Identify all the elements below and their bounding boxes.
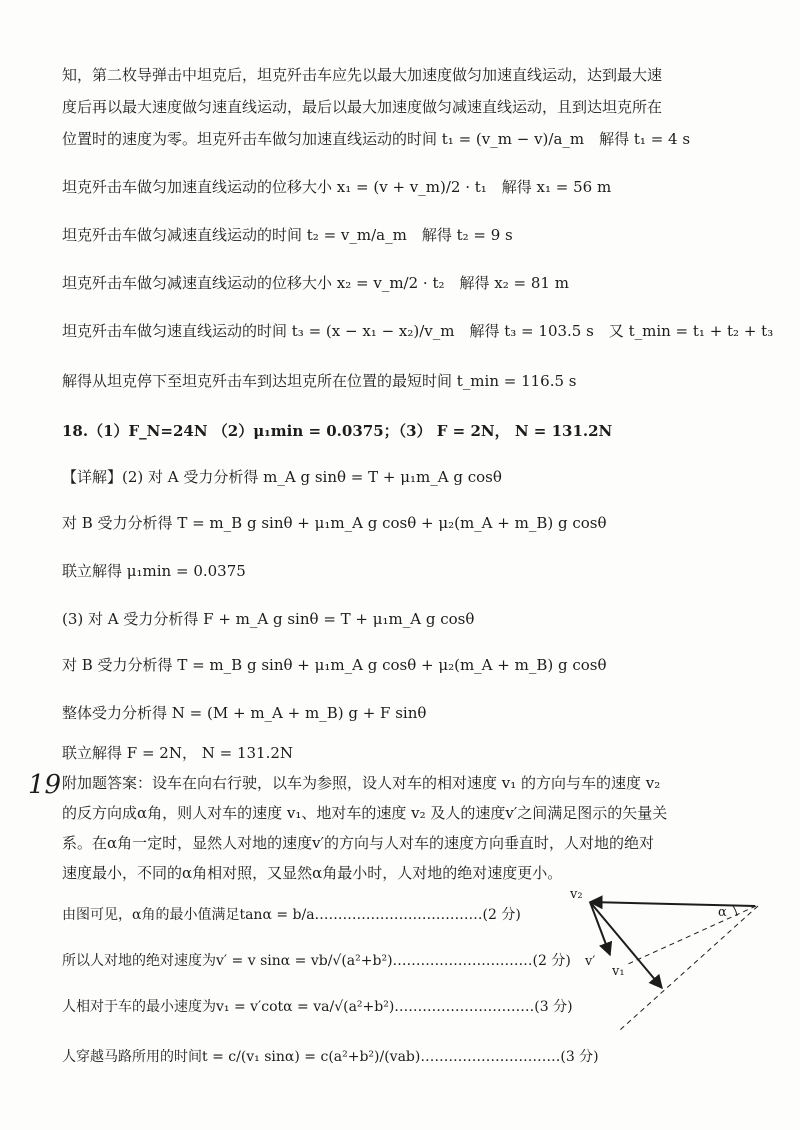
label-alpha: α (718, 905, 727, 920)
extra-question-line-2: 的反方向成α角，则人对车的速度 v₁、地对车的速度 v₂ 及人的速度v′之间满足图示的矢量关 (62, 804, 668, 822)
label-v2: v₂ (570, 887, 583, 902)
detail-line-3: 联立解得 μ₁min = 0.0375 (62, 562, 246, 580)
result-line-3: 人相对于车的最小速度为v₁ = v′cotα = va/√(a²+b²)…………………………(3 分) (62, 999, 573, 1015)
text-line-5: 坦克歼击车做匀减速直线运动的时间 t₂ = v_m/a_m 解得 t₂ = 9 s (62, 226, 513, 244)
result-line-1: 由图可见，α角的最小值满足tanα = b/a………………………………(2 分) (62, 907, 521, 923)
text-line-2: 度后再以最大速度做匀速直线运动，最后以最大加速度做匀减速直线运动，且到达坦克所在 (62, 98, 663, 116)
label-v1: v₁ (612, 964, 625, 979)
v2-vector (590, 902, 755, 906)
result-line-2: 所以人对地的绝对速度为v′ = v sinα = vb/√(a²+b²)…………………………(2 分) (62, 953, 571, 969)
text-line-3: 位置时的速度为零。坦克歼击车做匀加速直线运动的时间 t₁ = (v_m − v)/a_m 解得 t₁ = 4 s (62, 130, 691, 148)
detail-line-5: 对 B 受力分析得 T = m_B g sinθ + μ₁m_A g cosθ + μ₂(m_A + m_B) g cosθ (62, 656, 607, 674)
text-line-8: 解得从坦克停下至坦克歼击车到达坦克所在位置的最短时间 t_min = 116.5 s (62, 372, 577, 390)
answer-18-heading: 18.（1）F_N=24N （2）μ₁min = 0.0375；（3） F = 2N， N = 131.2N (62, 422, 613, 440)
detail-line-4: (3) 对 A 受力分析得 F + m_A g sinθ = T + μ₁m_A g cosθ (62, 610, 475, 628)
text-line-1: 知，第二枚导弹击中坦克后，坦克歼击车应先以最大加速度做匀加速直线运动，达到最大速 (62, 66, 663, 84)
handwritten-question-number: 19 (28, 770, 62, 800)
text-line-6: 坦克歼击车做匀减速直线运动的位移大小 x₂ = v_m/2 · t₂ 解得 x₂ = 81 m (62, 274, 569, 292)
alpha-arc (733, 906, 737, 916)
extra-question-line-3: 系。在α角一定时，显然人对地的速度v′的方向与人对车的速度方向垂直时，人对地的绝对 (62, 834, 655, 852)
text-line-4: 坦克歼击车做匀加速直线运动的位移大小 x₁ = (v + v_m)/2 · t₁ 解得 x₁ = 56 m (62, 178, 612, 196)
detail-line-2: 对 B 受力分析得 T = m_B g sinθ + μ₁m_A g cosθ + μ₂(m_A + m_B) g cosθ (62, 514, 607, 532)
extra-question-line-4: 速度最小，不同的α角相对照，又显然α角最小时，人对地的绝对速度更小。 (62, 864, 563, 882)
detail-line-7: 联立解得 F = 2N， N = 131.2N (62, 744, 294, 762)
dashed-line-lower (620, 906, 758, 1030)
label-vprime: v′ (585, 954, 596, 969)
text-line-7: 坦克歼击车做匀速直线运动的时间 t₃ = (x − x₁ − x₂)/v_m 解得 t₃ = 103.5 s 又 t_min = t₁ + t₂ + t₃ (62, 322, 774, 340)
detail-line-1: 【详解】(2) 对 A 受力分析得 m_A g sinθ = T + μ₁m_A g cosθ (62, 468, 502, 486)
v1-vector (590, 902, 662, 988)
vprime-vector (590, 902, 610, 955)
extra-question-line-1: 附加题答案：设车在向右行驶，以车为参照，设人对车的相对速度 v₁ 的方向与车的速度 v₂ (62, 774, 661, 792)
detail-line-6: 整体受力分析得 N = (M + m_A + m_B) g + F sinθ (62, 704, 427, 722)
result-line-4: 人穿越马路所用的时间t = c/(v₁ sinα) = c(a²+b²)/(vab)…………………………(3 分) (62, 1049, 599, 1065)
